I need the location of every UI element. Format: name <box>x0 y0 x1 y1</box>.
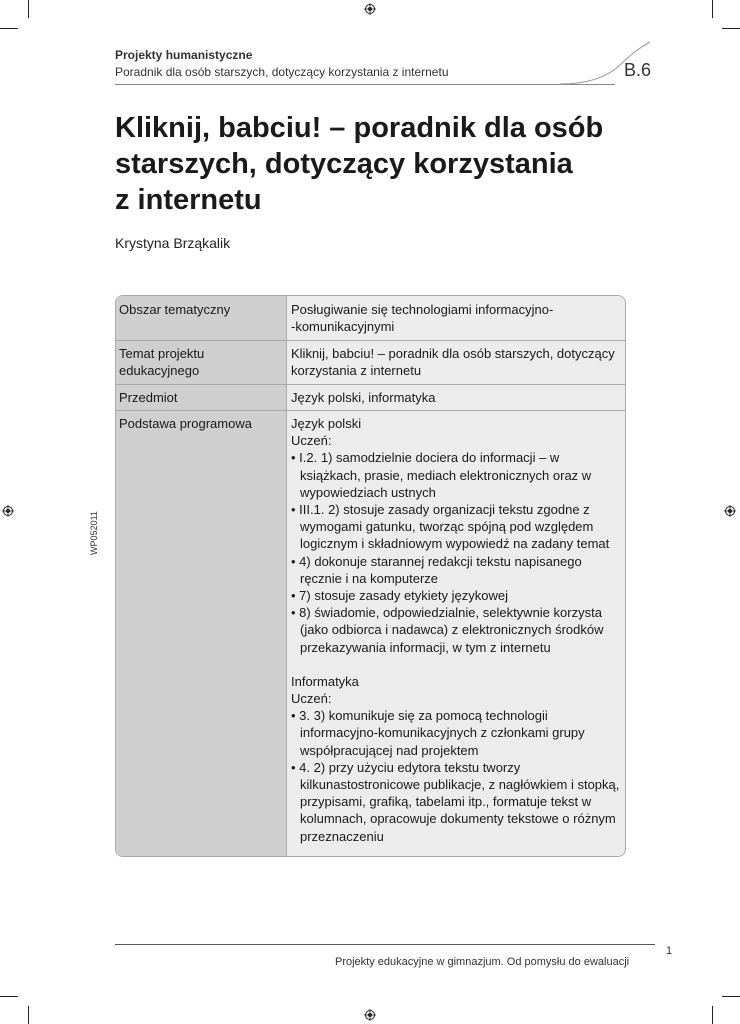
page-number: 1 <box>666 945 673 957</box>
value-line: Posługiwanie się technologiami informacyjno- <box>291 302 554 317</box>
label-line: edukacyjnego <box>119 363 200 379</box>
crop-mark <box>28 0 29 18</box>
header-subtitle: Poradnik dla osób starszych, dotyczący korzystania z internetu <box>115 65 449 79</box>
label-line: Obszar tematyczny <box>119 302 231 317</box>
registration-mark-icon <box>364 1009 376 1021</box>
section-spacer <box>291 656 621 673</box>
row-label <box>119 345 279 379</box>
crop-mark <box>722 996 740 997</box>
project-info-table <box>115 295 626 857</box>
title-line: z internetu <box>115 184 262 216</box>
section-code: B.6 <box>624 60 652 80</box>
side-document-code: WP052011 <box>88 511 99 555</box>
bullet-item: • 3. 3) komunikuje się za pomocą technologii informacyjno-komunikacyjnych z członkami grupy współpracującej nad projektem <box>291 708 585 758</box>
row-label <box>119 301 279 318</box>
crop-mark <box>0 28 18 29</box>
label-line: Przedmiot <box>119 390 178 405</box>
crop-mark <box>722 28 740 29</box>
label-line: Temat projektu <box>119 346 205 361</box>
header-divider <box>115 84 615 85</box>
bullet-item: • III.1. 2) stosuje zasady organizacji tekstu zgodne z wymogami gatunku, tworząc spójną pod względem logicznym i składniowym wypowiedź na zadany temat <box>291 502 610 552</box>
bullet-item: • 4) dokonuje starannej redakcji tekstu napisanego ręcznie i na komputerze <box>291 553 582 586</box>
table-row <box>116 340 625 385</box>
row-value <box>291 345 621 379</box>
row-value <box>291 301 621 335</box>
value-line: korzystania z internetu <box>291 363 422 379</box>
title-line: starszych, dotyczący korzystania <box>115 148 573 180</box>
crop-mark <box>0 996 18 997</box>
registration-mark-icon <box>2 505 14 517</box>
footer-divider <box>115 944 655 945</box>
label-line: Podstawa programowa <box>119 416 252 431</box>
bullet-item: • 4. 2) przy użyciu edytora tekstu tworzy kilkunastostronicowe publikacje, z nagłówkiem i stopką, przypisami, grafiką, tabelami itp., formatuje tekst w kolumnach, opracowuje dokumenty tekstowe o różnym przeznaczeniu <box>291 759 620 844</box>
section-title: Informatyka <box>291 673 359 689</box>
value-line: Język polski, informatyka <box>291 390 436 405</box>
bullet-item: • 8) świadomie, odpowiedzialnie, selektywnie korzysta (jako odbiorca i nadawca) z elektronicznych środków przekazywania informacji, w tym z internetu <box>291 605 604 655</box>
crop-mark <box>712 0 713 18</box>
author: Krystyna Brząkalik <box>115 235 231 251</box>
table-row <box>116 410 625 856</box>
registration-mark-icon <box>724 505 736 517</box>
registration-mark-icon <box>364 3 376 15</box>
bullet-item: • I.2. 1) samodzielnie dociera do informacji – w książkach, prasie, mediach elektronicznych oraz w wypowiedziach ustnych <box>291 450 592 500</box>
page-title <box>115 110 615 218</box>
section-title: Język polski <box>291 416 362 431</box>
row-value <box>291 389 621 406</box>
title-line: Kliknij, babciu! – poradnik dla osób <box>115 112 604 144</box>
footer-text: Projekty edukacyjne w gimnazjum. Od pomysłu do ewaluacji <box>335 956 630 968</box>
value-line: -komunikacyjnymi <box>291 319 395 335</box>
section-intro: Uczeń: <box>291 433 332 449</box>
row-label <box>119 389 279 406</box>
section-intro: Uczeń: <box>291 691 332 707</box>
value-line: Kliknij, babciu! – poradnik dla osób starszych, dotyczący <box>291 346 615 361</box>
table-row <box>116 384 625 411</box>
header-series: Projekty humanistyczne <box>115 48 253 62</box>
crop-mark <box>712 1006 713 1024</box>
row-label <box>119 415 279 432</box>
crop-mark <box>28 1006 29 1024</box>
bullet-item: • 7) stosuje zasady etykiety językowej <box>291 588 508 604</box>
row-value <box>291 415 621 845</box>
table-row <box>116 296 625 341</box>
